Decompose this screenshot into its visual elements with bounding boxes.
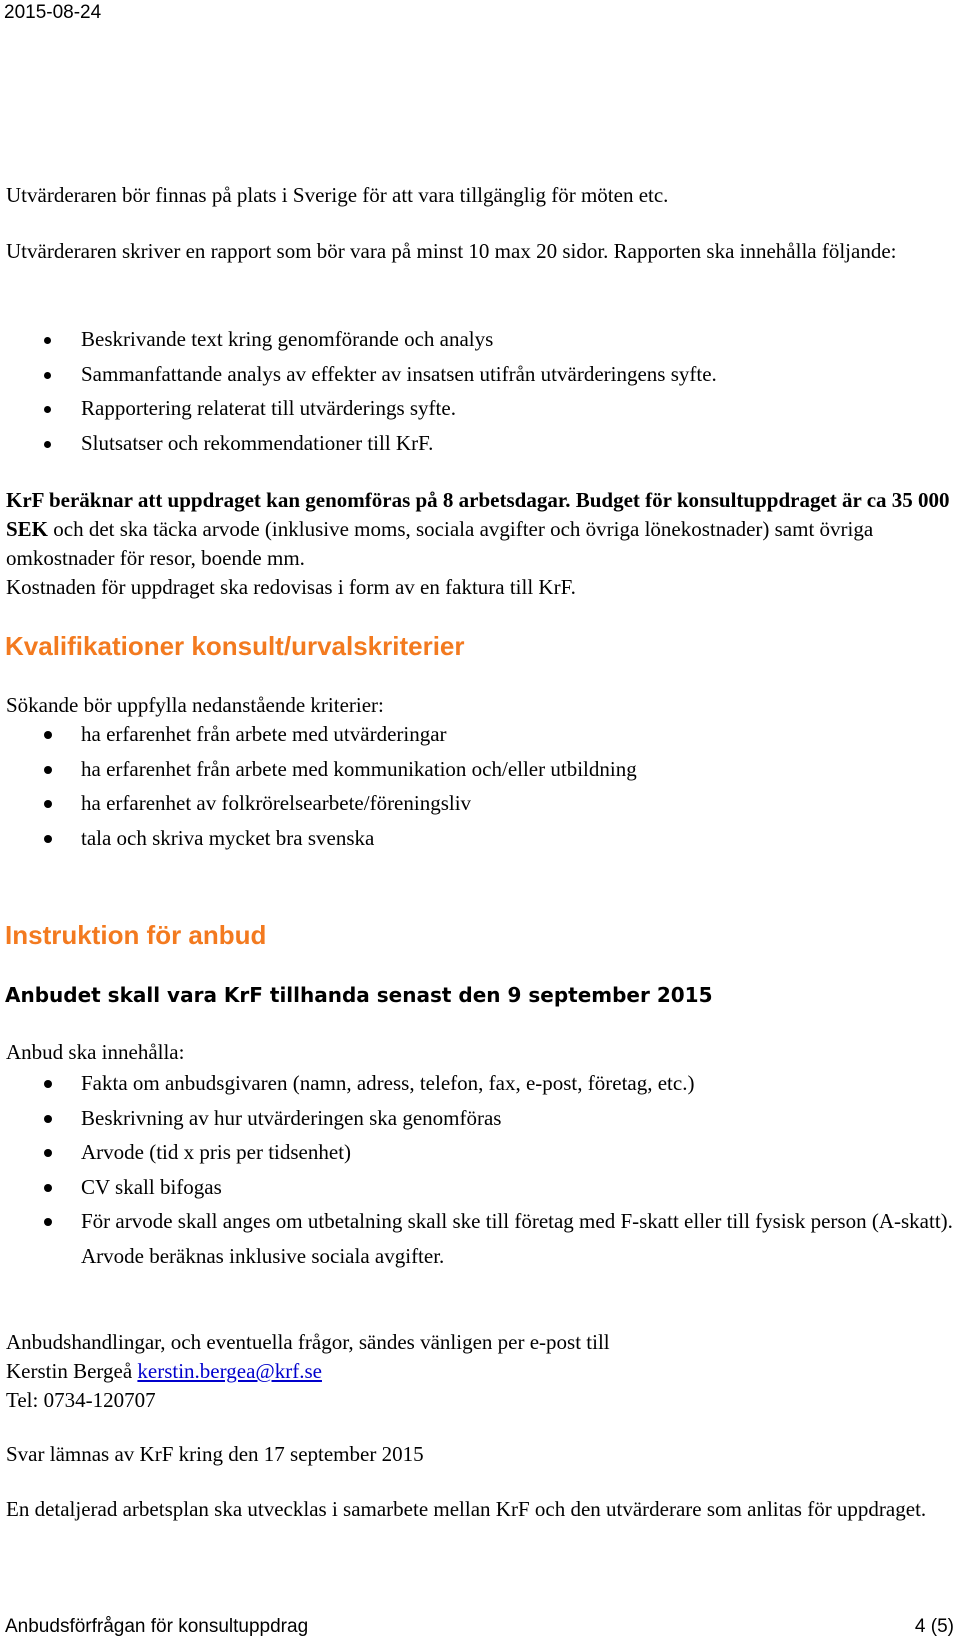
list-item: Arvode (tid x pris per tidsenhet) bbox=[0, 1135, 956, 1170]
bullet-icon bbox=[44, 1218, 52, 1226]
contact-line: Anbudshandlingar, och eventuella frågor, sändes vänligen per e-post till bbox=[6, 1330, 610, 1354]
instructions-intro: Anbud ska innehålla: bbox=[6, 1040, 185, 1064]
bullet-icon bbox=[44, 406, 51, 413]
qualifications-intro: Sökande bör uppfylla nedanstående kriterier: bbox=[6, 693, 384, 717]
budget-paragraph bbox=[6, 486, 956, 602]
list-item: Slutsatser och rekommendationer till KrF. bbox=[0, 426, 956, 461]
intro-paragraph-1: Utvärderaren bör finnas på plats i Sverige för att vara tillgänglig för möten etc. bbox=[6, 183, 669, 207]
workplan-paragraph: En detaljerad arbetsplan ska utvecklas i samarbete mellan KrF och den utvärderare som anlitas för uppdraget. bbox=[6, 1497, 927, 1521]
bullet-icon bbox=[44, 835, 52, 843]
contact-email-link[interactable]: kerstin.bergea@krf.se bbox=[137, 1359, 322, 1383]
bullet-icon bbox=[44, 1149, 52, 1157]
intro-paragraph-2: Utvärderaren skriver en rapport som bör vara på minst 10 max 20 sidor. Rapporten ska innehålla följande: bbox=[6, 239, 897, 263]
contact-name: Kerstin Bergeå bbox=[6, 1359, 138, 1383]
contact-phone: Tel: 0734-120707 bbox=[6, 1388, 156, 1412]
reply-date: Svar lämnas av KrF kring den 17 september 2015 bbox=[6, 1442, 424, 1466]
contact-paragraph bbox=[6, 1328, 956, 1415]
footer-title: Anbudsförfrågan för konsultuppdrag bbox=[5, 1616, 309, 1637]
bullet-icon bbox=[44, 731, 52, 739]
list-item: ha erfarenhet från arbete med utvärderingar bbox=[0, 717, 956, 752]
bullet-icon bbox=[44, 800, 52, 808]
bullet-icon bbox=[44, 337, 51, 344]
budget-days: KrF beräknar att uppdraget kan genomföras på 8 arbetsdagar. bbox=[6, 488, 571, 512]
list-item: tala och skriva mycket bra svenska bbox=[0, 821, 956, 856]
footer-page-number: 4 (5) bbox=[914, 1616, 954, 1637]
qualifications-list bbox=[0, 717, 956, 855]
list-item: ha erfarenhet av folkrörelsearbete/föreningsliv bbox=[0, 786, 956, 821]
bullet-icon bbox=[44, 441, 51, 448]
list-item: Fakta om anbudsgivaren (namn, adress, telefon, fax, e-post, företag, etc.) bbox=[0, 1066, 956, 1101]
budget-amount: Budget för konsultuppdraget är ca 35 000 SEK bbox=[6, 488, 950, 541]
instructions-heading: Instruktion för anbud bbox=[5, 920, 267, 950]
list-item: Sammanfattande analys av effekter av insatsen utifrån utvärderingens syfte. bbox=[0, 357, 956, 392]
qualifications-heading: Kvalifikationer konsult/urvalskriterier bbox=[5, 631, 465, 661]
list-item: Beskrivning av hur utvärderingen ska genomföras bbox=[0, 1101, 956, 1136]
list-item: ha erfarenhet från arbete med kommunikation och/eller utbildning bbox=[0, 752, 956, 787]
budget-invoice: Kostnaden för uppdraget ska redovisas i form av en faktura till KrF. bbox=[6, 575, 576, 599]
list-item: Beskrivande text kring genomförande och analys bbox=[0, 322, 956, 357]
list-item: Rapportering relaterat till utvärderings syfte. bbox=[0, 391, 956, 426]
bid-contents-list bbox=[0, 1066, 956, 1273]
bullet-icon bbox=[44, 766, 52, 774]
bullet-icon bbox=[44, 372, 51, 379]
budget-details: och det ska täcka arvode (inklusive moms, sociala avgifter och övriga lönekostnader) samt övriga omkostnader för resor, boende mm. bbox=[6, 517, 874, 570]
deadline-heading: Anbudet skall vara KrF tillhanda senast den 9 september 2015 bbox=[5, 983, 713, 1007]
bullet-icon bbox=[44, 1184, 52, 1192]
bullet-icon bbox=[44, 1115, 52, 1123]
bullet-icon bbox=[44, 1080, 52, 1088]
list-item: CV skall bifogas bbox=[0, 1170, 956, 1205]
list-item: För arvode skall anges om utbetalning skall ske till företag med F-skatt eller till fysisk person (A-skatt). Arvode beräknas inklusive sociala avgifter. bbox=[0, 1204, 956, 1273]
report-contents-list bbox=[0, 322, 956, 460]
header-date: 2015-08-24 bbox=[4, 2, 102, 23]
